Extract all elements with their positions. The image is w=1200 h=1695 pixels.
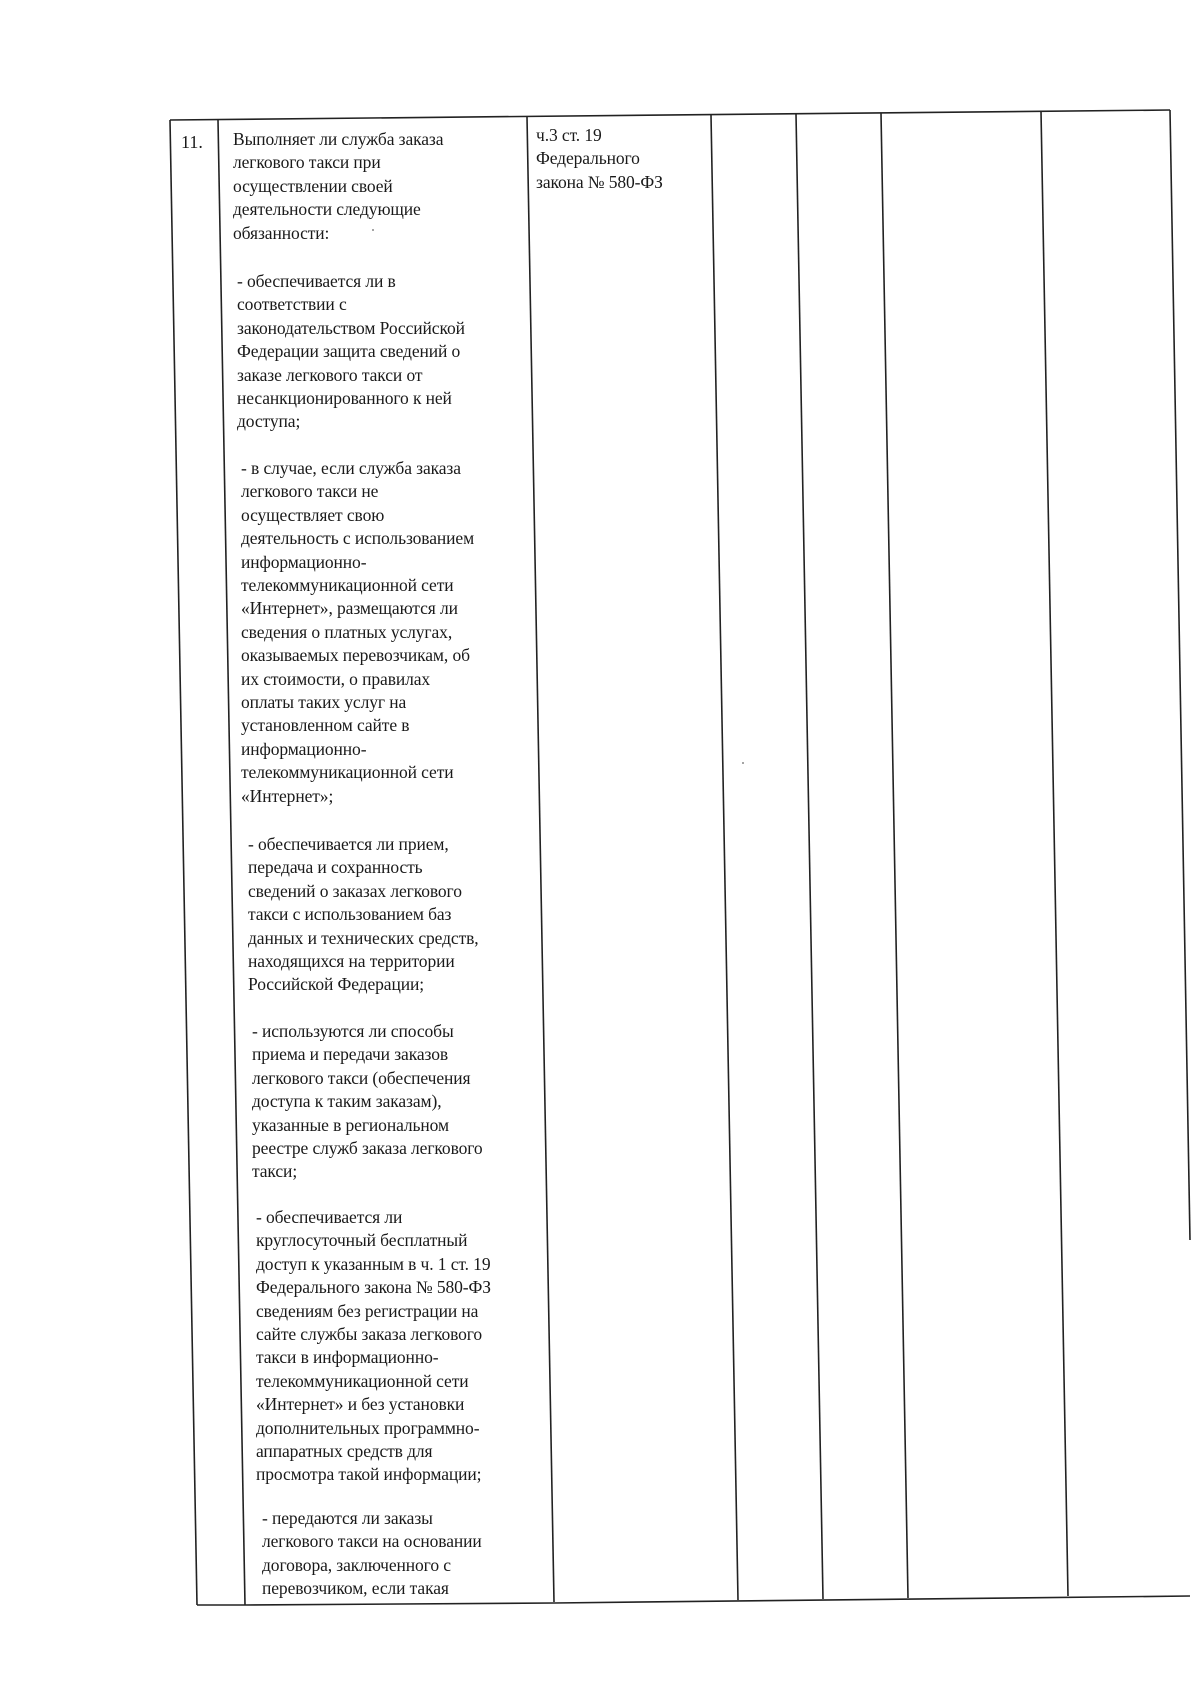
row-number: 11. [181,132,203,152]
question-item-order-data-storage: - обеспечивается ли прием, передача и сохранность сведений о заказах легкового такси с использованием баз данных и технических средств, находящихся на территории Российской Федерации; [248,834,479,995]
table-bottom-border-mid [245,1603,554,1605]
column-divider-5 [881,113,908,1598]
question-item-free-access: - обеспечивается ли круглосуточный бесплатный доступ к указанным в ч. 1 ст. 19 Федерального закона № 580-ФЗ сведениям без регистрации на сайте службы заказа легкового такси в информационно- телекоммуникационной сети «Интернет» и без установки дополнительных программно- аппаратных средств для просмотра такой информации; [256,1207,491,1485]
legal-reference: ч.3 ст. 19 Федерального закона № 580-ФЗ [536,125,663,192]
column-divider-3 [711,115,738,1600]
scan-speck [372,229,374,231]
column-divider-6 [1041,111,1068,1596]
question-item-data-protection: - обеспечивается ли в соответствии с законодательством Российской Федерации защита сведений о заказе легкового такси от несанкционированного к ней доступа; [237,271,465,432]
question-item-order-methods: - используются ли способы приема и передачи заказов легкового такси (обеспечения доступа к таким заказам), указанные в региональном реестре служб заказа легкового такси; [252,1021,483,1182]
scan-speck [742,762,744,764]
table-top-border [170,110,1170,120]
table-left-border [170,120,197,1605]
question-intro: Выполняет ли служба заказа легкового такси при осуществлении своей деятельности следующие обязанности: [233,129,444,243]
question-item-paid-services-info: - в случае, если служба заказа легкового такси не осуществляет свою деятельность с использованием информационно- телекоммуникационной сети «Интернет», размещаются ли сведения о платных услугах, оказываемых перевозчикам, об их стоимости, о правилах оплаты таких услуг на установленном сайте в информационно- телекоммуникационной сети «Интернет»; [241,458,475,806]
question-item-order-transfer: - передаются ли заказы легкового такси на основании договора, заключенного с перевозчиком, если такая [262,1508,482,1599]
table-bottom-border-right [554,1596,1190,1603]
table-right-border [1170,110,1190,1240]
column-divider-4 [796,114,823,1599]
